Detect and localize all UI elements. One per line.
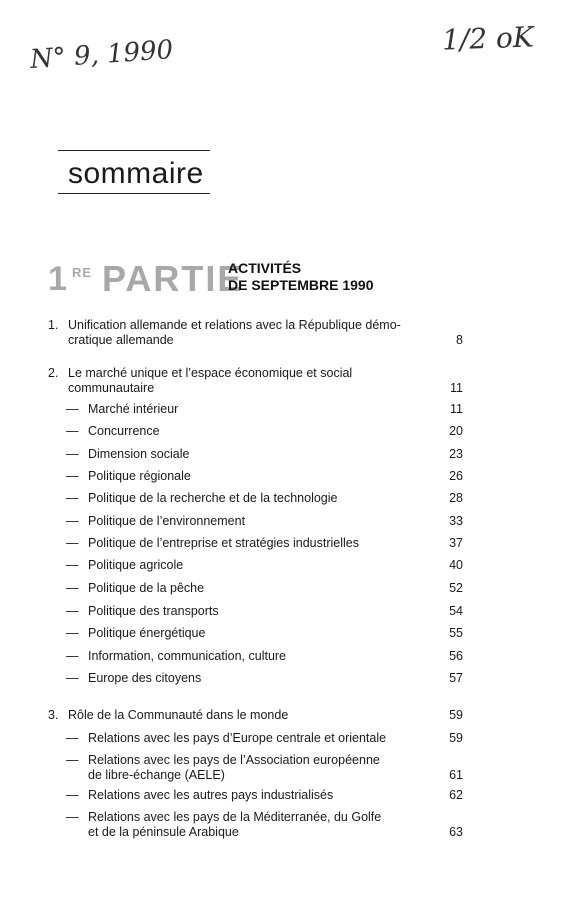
item-label: Politique agricole	[88, 558, 184, 572]
item-page: 56	[449, 649, 463, 663]
handwritten-page-mark: 1/2 oK	[441, 20, 535, 57]
partie-heading	[42, 256, 442, 300]
section-page: 11	[450, 381, 463, 395]
item-page: 61	[449, 768, 463, 782]
section-page: 59	[449, 708, 463, 722]
dash-marker: —	[66, 514, 79, 528]
dash-marker: —	[66, 626, 79, 640]
partie-title-line1: ACTIVITÉS	[228, 260, 302, 276]
page-title: sommaire	[68, 157, 204, 190]
dash-marker: —	[66, 649, 79, 663]
item-label: Dimension sociale	[88, 447, 190, 461]
item-page: 26	[449, 469, 463, 483]
item-label: Politique énergétique	[88, 626, 206, 640]
item-label-line2: et de la péninsule Arabique	[88, 825, 239, 839]
item-label: Politique des transports	[88, 604, 219, 618]
item-label: Politique de la recherche et de la technologie	[88, 491, 338, 505]
item-page: 55	[449, 626, 463, 640]
item-page: 20	[449, 424, 463, 438]
section-title-line1: Le marché unique et l’espace économique et social	[68, 366, 353, 380]
dash-marker: —	[66, 402, 79, 416]
item-label: Politique de l’environnement	[88, 514, 246, 528]
dash-marker: —	[66, 536, 79, 550]
dash-marker: —	[66, 604, 79, 618]
item-page: 40	[449, 558, 463, 572]
dash-marker: —	[66, 810, 79, 824]
item-page: 37	[449, 536, 463, 550]
partie-number: 1	[48, 260, 67, 298]
section-number: 1.	[48, 318, 59, 332]
item-label: Information, communication, culture	[88, 649, 287, 663]
dash-marker: —	[66, 671, 79, 685]
dash-marker: —	[66, 447, 79, 461]
item-page: 62	[449, 788, 463, 802]
item-label-line1: Relations avec les pays de la Méditerranée, du Golfe	[88, 810, 382, 824]
partie-superscript: RE	[72, 265, 93, 280]
section-title-line1: Unification allemande et relations avec la République démo-	[68, 318, 401, 332]
dash-marker: —	[66, 491, 79, 505]
item-label: Relations avec les pays d’Europe centrale et orientale	[88, 731, 387, 745]
item-page: 63	[449, 825, 463, 839]
section-title-line2: cratique allemande	[68, 333, 174, 347]
item-page: 57	[449, 671, 463, 685]
section-page: 8	[456, 333, 463, 347]
dash-marker: —	[66, 788, 79, 802]
item-label-line1: Relations avec les pays de l’Association européenne	[88, 753, 380, 767]
handwritten-issue-note: N° 9, 1990	[29, 35, 175, 75]
section-title-line1: Rôle de la Communauté dans le monde	[68, 708, 289, 722]
dash-marker: —	[66, 581, 79, 595]
dash-marker: —	[66, 424, 79, 438]
item-page: 54	[449, 604, 463, 618]
item-page: 33	[449, 514, 463, 528]
item-label: Politique régionale	[88, 469, 191, 483]
section-number: 2.	[48, 366, 59, 380]
item-page: 59	[449, 731, 463, 745]
item-page: 23	[449, 447, 463, 461]
partie-title	[228, 260, 374, 294]
section-number: 3.	[48, 708, 59, 722]
bottom-rule	[58, 193, 210, 194]
item-label-line2: de libre-échange (AELE)	[88, 768, 225, 782]
partie-title-line2: DE SEPTEMBRE 1990	[228, 277, 374, 293]
sommaire-header	[58, 150, 210, 194]
partie-word: PARTIE	[102, 258, 244, 299]
dash-marker: —	[66, 469, 79, 483]
dash-marker: —	[66, 753, 79, 767]
item-label: Europe des citoyens	[88, 671, 202, 685]
dash-marker: —	[66, 731, 79, 745]
item-label: Concurrence	[88, 424, 160, 438]
dash-marker: —	[66, 558, 79, 572]
item-page: 11	[450, 402, 463, 416]
item-label: Marché intérieur	[88, 402, 179, 416]
item-label: Relations avec les autres pays industrialisés	[88, 788, 334, 802]
item-label: Politique de la pêche	[88, 581, 205, 595]
item-page: 52	[449, 581, 463, 595]
section-title-line2: communautaire	[68, 381, 155, 395]
item-page: 28	[449, 491, 463, 505]
item-label: Politique de l’entreprise et stratégies industrielles	[88, 536, 359, 550]
